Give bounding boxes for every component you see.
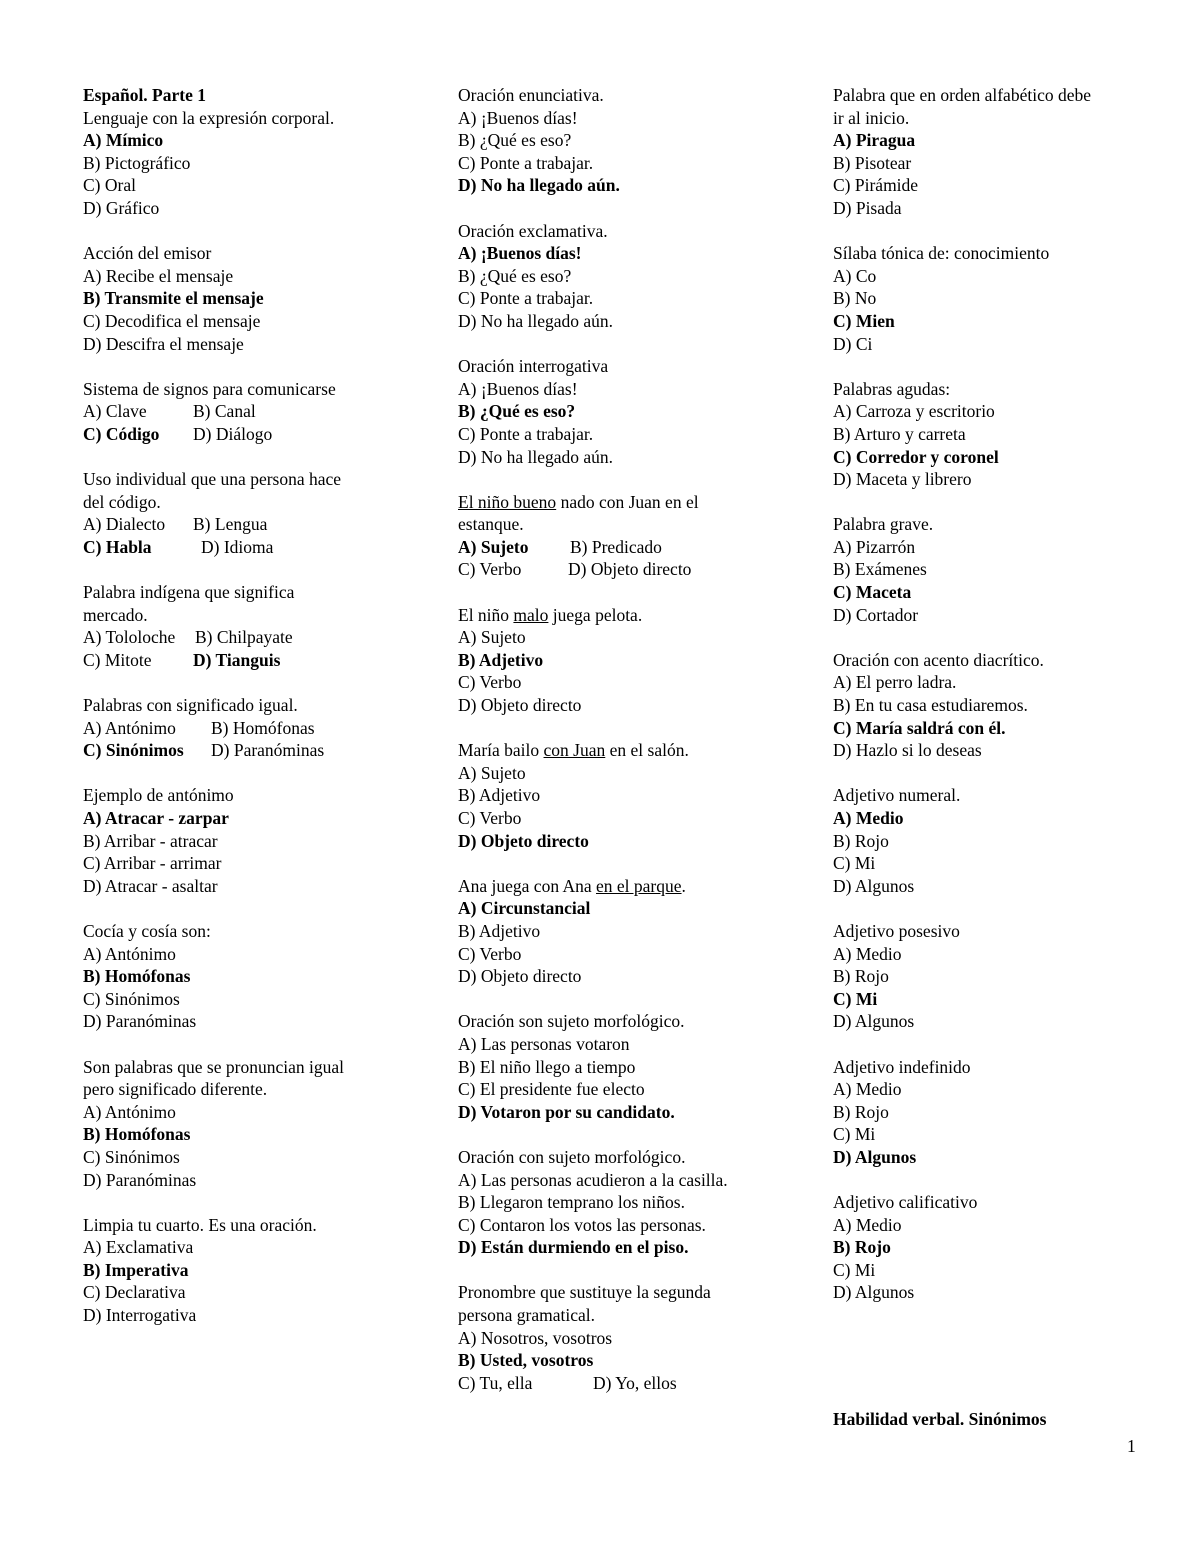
question-block [83, 784, 423, 897]
answer-option: D) Algunos [833, 875, 915, 896]
question-block [458, 604, 798, 717]
question-block [833, 1191, 1173, 1304]
answer-option: B) Adjetivo [458, 920, 541, 941]
question-prompt: estanque. [458, 514, 524, 535]
answer-option: D) No ha llegado aún. [458, 310, 614, 331]
answer-option-correct: B) Homófonas [83, 966, 191, 987]
answer-option: A) Tololoche [83, 627, 176, 648]
answer-option: A) Sujeto [458, 762, 526, 783]
question-block [833, 920, 1173, 1033]
answer-option: A) Recibe el mensaje [83, 265, 234, 286]
answer-option: B) Pictográfico [83, 152, 191, 173]
answer-option: D) Objeto directo [458, 966, 582, 987]
underlined-phrase: con Juan [543, 740, 606, 761]
answer-option: A) Medio [833, 1214, 902, 1235]
answer-option: B) ¿Qué es eso? [458, 130, 572, 151]
question-prompt: mercado. [83, 604, 148, 625]
page-number: 1 [1127, 1436, 1136, 1456]
answer-option: B) Exámenes [833, 559, 927, 580]
answer-option: A) Medio [833, 943, 902, 964]
answer-option: B) Lengua [193, 514, 268, 535]
question-prompt: Oración son sujeto morfológico. [458, 1011, 685, 1032]
answer-option: D) No ha llegado aún. [458, 446, 614, 467]
question-block [458, 1010, 798, 1123]
question-prompt-text: nado con Juan en el [556, 491, 699, 512]
question-prompt [458, 491, 798, 514]
question-block [83, 107, 423, 220]
question-prompt: persona gramatical. [458, 1305, 596, 1326]
answer-option: B) Chilpayate [195, 627, 293, 648]
answer-option: A) Pizarrón [833, 536, 916, 557]
answer-option: D) Yo, ellos [593, 1372, 677, 1393]
answer-option: C) Ponte a trabajar. [458, 152, 594, 173]
question-prompt: Adjetivo numeral. [833, 785, 961, 806]
answer-option: C) El presidente fue electo [458, 1079, 645, 1100]
answer-option: C) Arribar - arrimar [83, 853, 222, 874]
answer-option: C) Oral [83, 175, 136, 196]
answer-option-correct: B) Transmite el mensaje [83, 288, 264, 309]
question-prompt: Pronombre que sustituye la segunda [458, 1282, 711, 1303]
answer-option: A) Co [833, 265, 877, 286]
answer-option-correct: A) Sujeto [458, 536, 529, 557]
answer-option: A) Clave [83, 401, 147, 422]
answer-option: C) Mi [833, 853, 876, 874]
answer-option: C) Verbo [458, 808, 522, 828]
question-prompt-text: Ana juega con Ana [458, 875, 597, 896]
question-prompt-text: . [681, 875, 686, 896]
question-prompt: Oración interrogativa [458, 356, 609, 377]
answer-option: B) Llegaron temprano los niños. [458, 1192, 685, 1213]
question-block [833, 513, 1173, 626]
answer-option-correct: C) Sinónimos [83, 740, 184, 761]
answer-option-correct: B) Homófonas [83, 1124, 191, 1145]
answer-option: D) Algunos [833, 1011, 915, 1032]
question-prompt-text: juega pelota. [548, 604, 643, 625]
question-block [458, 1281, 798, 1394]
question-block [83, 468, 423, 558]
answer-option: D) Gráfico [83, 197, 160, 218]
answer-option: A) Exclamativa [83, 1237, 194, 1258]
answer-option: C) Ponte a trabajar. [458, 288, 594, 309]
answer-option: C) Verbo [458, 672, 522, 693]
answer-option-correct: A) Medio [833, 808, 904, 828]
answer-option: D) Interrogativa [83, 1305, 197, 1326]
answer-option: B) Arribar - atracar [83, 830, 218, 851]
question-block [458, 491, 798, 581]
answer-option: A) Las personas votaron [458, 1033, 630, 1054]
answer-option: A) El perro ladra. [833, 672, 957, 693]
answer-option: A) Medio [833, 1079, 902, 1100]
question-block [833, 378, 1173, 491]
answer-option: A) ¡Buenos días! [458, 378, 578, 399]
answer-option: D) Paranóminas [83, 1169, 197, 1190]
question-prompt [458, 739, 798, 762]
answer-option-correct: B) Rojo [833, 1237, 891, 1258]
answer-option: A) Las personas acudieron a la casilla. [458, 1169, 728, 1190]
question-block [458, 1146, 798, 1259]
answer-option: B) Canal [193, 401, 256, 422]
question-block [83, 694, 423, 762]
question-prompt: Oración con acento diacrítico. [833, 649, 1044, 670]
answer-option: D) Idioma [201, 536, 274, 557]
question-block [83, 378, 423, 446]
answer-option: D) Descifra el mensaje [83, 333, 244, 354]
answer-option-correct: C) Mien [833, 310, 895, 331]
answer-option-correct: C) Código [83, 423, 160, 444]
question-block [833, 84, 1173, 220]
answer-option: C) Verbo [458, 559, 522, 580]
answer-option: B) Rojo [833, 1101, 889, 1122]
question-prompt: Adjetivo posesivo [833, 920, 960, 941]
answer-option: C) Mitote [83, 649, 152, 670]
question-block [83, 920, 423, 1033]
question-prompt: Palabra indígena que significa [83, 582, 295, 603]
answer-option: B) Arturo y carreta [833, 423, 966, 444]
question-block [83, 1214, 423, 1327]
answer-option: A) Antónimo [83, 943, 176, 964]
question-prompt: Palabra grave. [833, 514, 934, 535]
question-prompt [458, 875, 798, 898]
question-prompt: ir al inicio. [833, 107, 910, 128]
answer-option: B) Homófonas [211, 717, 315, 738]
answer-option: D) Diálogo [193, 423, 273, 444]
answer-option-correct: D) Objeto directo [458, 830, 589, 851]
column-2 [458, 84, 798, 1417]
question-block [833, 242, 1173, 355]
question-block [83, 581, 423, 671]
column-3 [833, 84, 1173, 1327]
question-prompt-text: en el salón. [605, 740, 689, 761]
answer-option: D) Maceta y librero [833, 469, 972, 490]
answer-option: D) Paranóminas [83, 1011, 197, 1032]
answer-option: D) Cortador [833, 604, 919, 625]
question-prompt: Limpia tu cuarto. Es una oración. [83, 1214, 317, 1235]
answer-option: D) Algunos [833, 1282, 915, 1303]
answer-option: D) Hazlo si lo deseas [833, 740, 982, 761]
answer-option: D) Objeto directo [458, 695, 582, 716]
answer-option: B) Rojo [833, 966, 889, 987]
answer-option: B) Pisotear [833, 152, 912, 173]
answer-option: B) Predicado [570, 536, 662, 557]
question-prompt: Sistema de signos para comunicarse [83, 378, 336, 399]
answer-option: C) Decodifica el mensaje [83, 310, 261, 331]
question-block [458, 355, 798, 468]
question-prompt: Acción del emisor [83, 243, 212, 264]
question-prompt: Ejemplo de antónimo [83, 785, 234, 806]
question-prompt: Adjetivo indefinido [833, 1056, 971, 1077]
answer-option: A) Dialecto [83, 514, 166, 535]
answer-option: C) Contaron los votos las personas. [458, 1214, 706, 1235]
answer-option: D) Ci [833, 333, 873, 354]
answer-option: C) Mi [833, 1124, 876, 1145]
underlined-phrase: en el parque [596, 875, 682, 896]
question-block [458, 739, 798, 852]
question-block [458, 220, 798, 333]
answer-option: A) Antónimo [83, 717, 176, 738]
question-block [833, 649, 1173, 762]
answer-option: C) Sinónimos [83, 1146, 180, 1167]
answer-option-correct: A) Circunstancial [458, 898, 591, 919]
answer-option-correct: B) ¿Qué es eso? [458, 401, 576, 422]
answer-option: A) Antónimo [83, 1101, 176, 1122]
question-block [83, 1056, 423, 1192]
question-prompt: Uso individual que una persona hace [83, 469, 342, 490]
answer-option: A) Carroza y escritorio [833, 401, 995, 422]
answer-option-correct: A) ¡Buenos días! [458, 243, 582, 264]
question-block [833, 1056, 1173, 1169]
answer-option-correct: D) Están durmiendo en el piso. [458, 1237, 689, 1258]
answer-option: C) Pirámide [833, 175, 919, 196]
answer-option: D) Paranóminas [211, 740, 325, 761]
answer-option-correct: C) Habla [83, 536, 152, 557]
answer-option: D) Objeto directo [568, 559, 692, 580]
answer-option: D) Pisada [833, 197, 902, 218]
next-section-title: Habilidad verbal. Sinónimos [833, 1409, 1047, 1429]
question-block [458, 875, 798, 988]
answer-option: C) Ponte a trabajar. [458, 423, 594, 444]
answer-option: B) En tu casa estudiaremos. [833, 695, 1028, 716]
answer-option-correct: C) Maceta [833, 582, 912, 603]
answer-option-correct: B) Imperativa [83, 1259, 189, 1280]
answer-option-correct: B) Adjetivo [458, 649, 544, 670]
question-prompt: Sílaba tónica de: conocimiento [833, 243, 1050, 264]
answer-option: C) Mi [833, 1259, 876, 1280]
question-prompt-text: María bailo [458, 740, 544, 761]
answer-option: C) Sinónimos [83, 988, 180, 1009]
answer-option: B) ¿Qué es eso? [458, 265, 572, 286]
answer-option-correct: C) Corredor y coronel [833, 446, 999, 467]
question-prompt: Oración con sujeto morfológico. [458, 1146, 686, 1167]
answer-option-correct: D) Votaron por su candidato. [458, 1101, 675, 1122]
answer-option-correct: C) María saldrá con él. [833, 717, 1006, 738]
question-block [458, 84, 798, 197]
answer-option-correct: B) Usted, vosotros [458, 1350, 594, 1371]
question-prompt: Palabras agudas: [833, 378, 951, 399]
question-prompt: Oración exclamativa. [458, 220, 608, 241]
answer-option-correct: D) Tianguis [193, 649, 281, 670]
answer-option: A) Sujeto [458, 627, 526, 648]
question-prompt: Lenguaje con la expresión corporal. [83, 107, 335, 128]
answer-option: B) No [833, 288, 877, 309]
question-prompt: Adjetivo calificativo [833, 1192, 978, 1213]
column-1 [83, 84, 423, 1349]
answer-option-correct: D) Algunos [833, 1146, 917, 1167]
answer-option: C) Tu, ella [458, 1372, 533, 1393]
answer-option-correct: A) Mímico [83, 130, 164, 151]
question-prompt [458, 604, 798, 627]
answer-option: A) ¡Buenos días! [458, 107, 578, 128]
answer-option-correct: A) Piragua [833, 130, 916, 151]
question-prompt: Cocía y cosía son: [83, 920, 211, 941]
question-prompt: pero significado diferente. [83, 1079, 268, 1100]
question-prompt: Son palabras que se pronuncian igual [83, 1056, 344, 1077]
answer-option: C) Declarativa [83, 1282, 186, 1303]
answer-option: C) Verbo [458, 943, 522, 964]
underlined-phrase: El niño bueno [458, 491, 557, 512]
question-prompt: del código. [83, 491, 161, 512]
answer-option: B) Rojo [833, 830, 889, 851]
question-block [833, 784, 1173, 897]
question-prompt: Oración enunciativa. [458, 85, 604, 105]
question-block [83, 242, 423, 355]
answer-option: D) Atracar - asaltar [83, 875, 218, 896]
answer-option-correct: D) No ha llegado aún. [458, 175, 620, 196]
section-title: Español. Parte 1 [83, 85, 206, 105]
answer-option: B) Adjetivo [458, 785, 541, 806]
question-prompt-text: El niño [458, 604, 514, 625]
underlined-phrase: malo [513, 604, 549, 625]
answer-option-correct: C) Mi [833, 988, 878, 1009]
answer-option-correct: A) Atracar - zarpar [83, 808, 229, 828]
answer-option: B) El niño llego a tiempo [458, 1056, 636, 1077]
question-prompt: Palabras con significado igual. [83, 695, 298, 716]
answer-option: A) Nosotros, vosotros [458, 1327, 613, 1348]
question-prompt: Palabra que en orden alfabético debe [833, 85, 1091, 105]
